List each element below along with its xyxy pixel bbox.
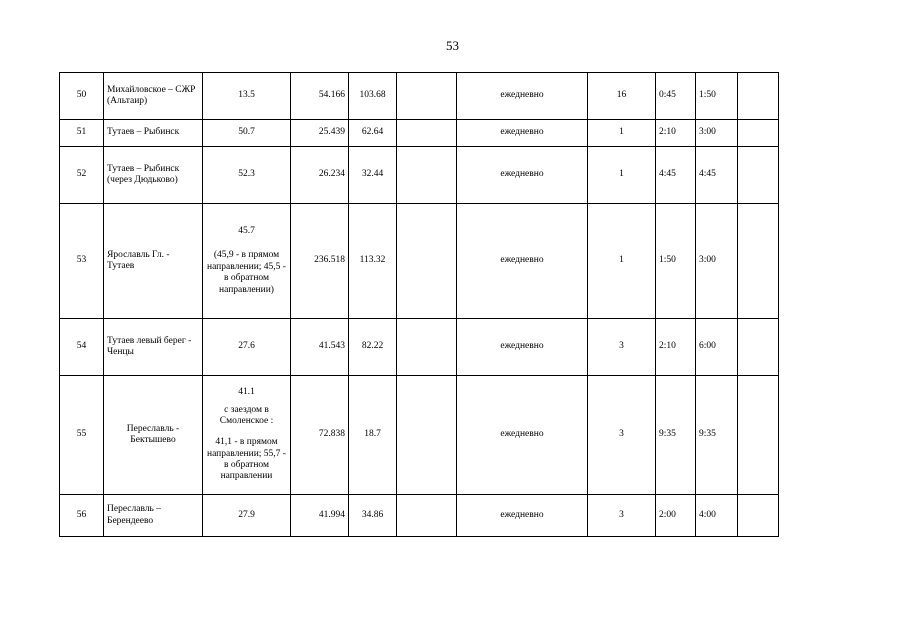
value-col4: 41.543 — [291, 319, 349, 376]
value-col4: 41.994 — [291, 495, 349, 537]
schedule: ежедневно — [457, 376, 588, 495]
time-2: 6:00 — [696, 319, 738, 376]
value-col5: 103.68 — [349, 73, 397, 120]
empty-cell — [397, 376, 457, 495]
row-number: 50 — [60, 73, 104, 120]
schedule: ежедневно — [457, 147, 588, 204]
route-name: Тутаев – Рыбинск (через Дюдьково) — [104, 147, 203, 204]
distance: 13.5 — [203, 73, 291, 120]
empty-cell — [738, 73, 779, 120]
schedule: ежедневно — [457, 73, 588, 120]
empty-cell — [397, 319, 457, 376]
table-row — [60, 120, 779, 147]
trip-count: 1 — [588, 147, 656, 204]
schedule: ежедневно — [457, 495, 588, 537]
empty-cell — [738, 204, 779, 319]
trip-count: 3 — [588, 376, 656, 495]
route-name: Переславль – Берендеево — [104, 495, 203, 537]
trip-count: 3 — [588, 495, 656, 537]
routes-table — [59, 72, 779, 537]
distance: 45.7 — [238, 226, 255, 237]
route-name: Переславль - Бектышево — [104, 376, 203, 495]
empty-cell — [397, 147, 457, 204]
value-col5: 62.64 — [349, 120, 397, 147]
distance-note: с заездом в Смоленское : — [219, 404, 274, 426]
row-number: 55 — [60, 376, 104, 495]
value-col5: 34.86 — [349, 495, 397, 537]
trip-count: 1 — [588, 204, 656, 319]
time-2: 3:00 — [696, 120, 738, 147]
schedule: ежедневно — [457, 120, 588, 147]
distance: 27.6 — [203, 319, 291, 376]
value-col5: 82.22 — [349, 319, 397, 376]
empty-cell — [397, 73, 457, 120]
route-name: Ярославль Гл. - Тутаев — [104, 204, 203, 319]
distance: 27.9 — [203, 495, 291, 537]
value-col4: 26.234 — [291, 147, 349, 204]
distance-cell — [203, 204, 291, 319]
trip-count: 3 — [588, 319, 656, 376]
time-2: 3:00 — [696, 204, 738, 319]
trip-count: 1 — [588, 120, 656, 147]
time-1: 4:45 — [656, 147, 696, 204]
distance-note: (45,9 - в прямом направлении; 45,5 - в обратном направлении) — [207, 250, 286, 295]
route-name: Михайловское – СЖР (Альтаир) — [104, 73, 203, 120]
distance: 52.3 — [203, 147, 291, 204]
distance-cell — [203, 376, 291, 495]
empty-cell — [738, 376, 779, 495]
page-number: 53 — [446, 38, 459, 53]
row-number: 52 — [60, 147, 104, 204]
table-row — [60, 204, 779, 319]
distance-note: 41,1 - в прямом направлении; 55,7 - в обратном направлении — [207, 437, 286, 482]
value-col4: 54.166 — [291, 73, 349, 120]
value-col4: 72.838 — [291, 376, 349, 495]
table-row — [60, 376, 779, 495]
empty-cell — [738, 495, 779, 537]
value-col5: 32.44 — [349, 147, 397, 204]
time-1: 2:00 — [656, 495, 696, 537]
route-name: Тутаев левый берег - Ченцы — [104, 319, 203, 376]
table-row — [60, 73, 779, 120]
time-1: 0:45 — [656, 73, 696, 120]
schedule: ежедневно — [457, 204, 588, 319]
time-2: 9:35 — [696, 376, 738, 495]
distance: 50.7 — [203, 120, 291, 147]
time-1: 2:10 — [656, 120, 696, 147]
value-col4: 236.518 — [291, 204, 349, 319]
table-row — [60, 319, 779, 376]
time-2: 4:00 — [696, 495, 738, 537]
time-2: 4:45 — [696, 147, 738, 204]
empty-cell — [397, 204, 457, 319]
route-name: Тутаев – Рыбинск — [104, 120, 203, 147]
distance: 41.1 — [238, 387, 255, 398]
empty-cell — [397, 120, 457, 147]
empty-cell — [738, 319, 779, 376]
row-number: 51 — [60, 120, 104, 147]
spacer — [206, 427, 287, 437]
time-2: 1:50 — [696, 73, 738, 120]
trip-count: 16 — [588, 73, 656, 120]
value-col4: 25.439 — [291, 120, 349, 147]
schedule: ежедневно — [457, 319, 588, 376]
row-number: 54 — [60, 319, 104, 376]
table-row — [60, 147, 779, 204]
empty-cell — [738, 147, 779, 204]
row-number: 53 — [60, 204, 104, 319]
table-row — [60, 495, 779, 537]
empty-cell — [738, 120, 779, 147]
value-col5: 18.7 — [349, 376, 397, 495]
time-1: 2:10 — [656, 319, 696, 376]
time-1: 9:35 — [656, 376, 696, 495]
time-1: 1:50 — [656, 204, 696, 319]
row-number: 56 — [60, 495, 104, 537]
value-col5: 113.32 — [349, 204, 397, 319]
empty-cell — [397, 495, 457, 537]
